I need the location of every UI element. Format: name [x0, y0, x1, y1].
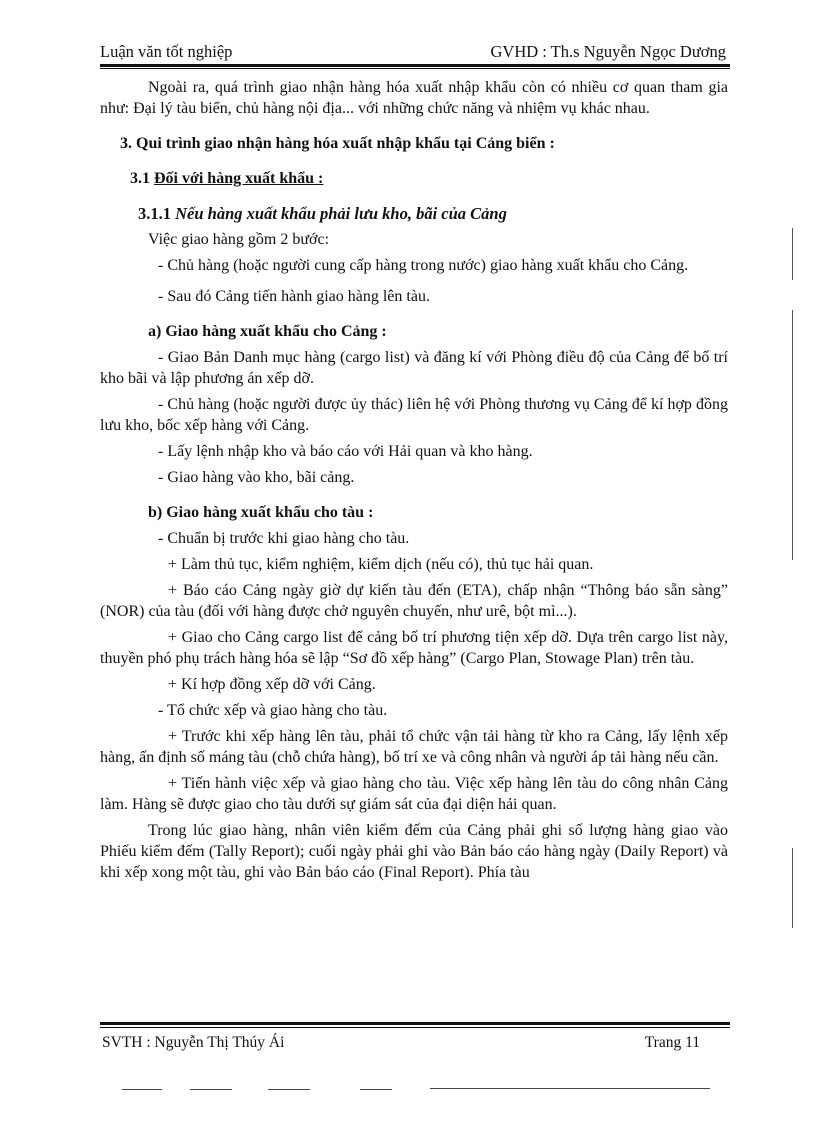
header-rule	[100, 64, 730, 67]
scan-bottom-line	[122, 1089, 162, 1090]
intro-paragraph: Ngoài ra, quá trình giao nhận hàng hóa xuất nhập khẩu còn có nhiều cơ quan tham gia như: Đại lý tàu biển, chủ hàng nội địa... với những chức năng và nhiệm vụ khác nhau.	[100, 79, 728, 117]
section-3-1-1-heading	[138, 203, 728, 224]
page-header	[100, 40, 726, 64]
list-item-b1-4: + Kí hợp đồng xếp dỡ với Cảng.	[168, 676, 376, 693]
list-item-b2-1: + Trước khi xếp hàng lên tàu, phải tổ chức vận tải hàng từ kho ra Cảng, lấy lệnh xếp hàng, ấn định số máng tàu (chỗ chứa hàng), bố trí xe và công nhân và người áp tải hàng nếu cần.	[100, 728, 728, 766]
scan-bottom-line	[268, 1089, 310, 1090]
list-item-b1: - Chuẩn bị trước khi giao hàng cho tàu.	[158, 530, 410, 547]
list-item-a4: - Giao hàng vào kho, bãi cảng.	[158, 469, 355, 486]
footer-page-number: Trang 11	[644, 1034, 700, 1051]
scan-bottom-line	[190, 1089, 232, 1090]
section-3-heading: 3. Qui trình giao nhận hàng hóa xuất nhập khẩu tại Cảng biển :	[120, 135, 555, 152]
footer-rule-thin	[100, 1027, 730, 1028]
step-1: - Chủ hàng (hoặc người cung cấp hàng trong nước) giao hàng xuất khẩu cho Cảng.	[158, 257, 689, 274]
list-item-b1-2: + Báo cáo Cảng ngày giờ dự kiến tàu đến (ETA), chấp nhận “Thông báo sẵn sàng” (NOR) của tàu (đối với hàng được chở nguyên chuyến, như urê, bột mì...).	[100, 582, 728, 620]
section-3-1-number: 3.1	[130, 170, 150, 187]
section-3-1-1-number: 3.1.1	[138, 204, 171, 223]
steps-intro: Việc giao hàng gồm 2 bước:	[148, 231, 330, 248]
scan-margin-mark	[792, 228, 793, 280]
list-item-b2: - Tổ chức xếp và giao hàng cho tàu.	[158, 702, 388, 719]
closing-paragraph: Trong lúc giao hàng, nhân viên kiểm đếm của Cảng phải ghi số lượng hàng giao vào Phiếu kiểm đếm (Tally Report); cuối ngày phải ghi vào Bản báo cáo hàng ngày (Daily Report) và khi xếp xong một tàu, ghi vào Bản báo cáo (Final Report). Phía tàu	[100, 822, 728, 881]
scan-margin-mark	[792, 310, 793, 560]
footer-student: SVTH : Nguyễn Thị Thúy Ái	[102, 1034, 285, 1051]
list-item-a2: - Chủ hàng (hoặc người được ủy thác) liên hệ với Phòng thương vụ Cảng để kí hợp đồng lưu kho, bốc xếp hàng với Cảng.	[100, 396, 728, 434]
section-3-1-heading	[130, 168, 728, 189]
subsection-a-heading: a) Giao hàng xuất khẩu cho Cảng :	[148, 323, 387, 340]
section-3-1-title: Đối với hàng xuất khẩu :	[154, 170, 324, 187]
list-item-b1-1: + Làm thủ tục, kiểm nghiệm, kiểm dịch (nếu có), thủ tục hải quan.	[168, 556, 594, 573]
section-3-1-1-title: Nếu hàng xuất khẩu phải lưu kho, bãi của Cảng	[175, 204, 507, 223]
subsection-b-heading: b) Giao hàng xuất khẩu cho tàu :	[148, 504, 374, 521]
step-2: - Sau đó Cảng tiến hành giao hàng lên tàu.	[158, 288, 430, 305]
page-body	[100, 72, 728, 883]
list-item-b2-2: + Tiến hành việc xếp và giao hàng cho tàu. Việc xếp hàng lên tàu do công nhân Cảng làm. Hàng sẽ được giao cho tàu dưới sự giám sát của đại diện hải quan.	[100, 775, 728, 813]
header-advisor: GVHD : Th.s Nguyễn Ngọc Dương	[490, 42, 726, 61]
scan-bottom-line	[360, 1089, 392, 1090]
list-item-a3: - Lấy lệnh nhập kho và báo cáo với Hải quan và kho hàng.	[158, 443, 533, 460]
header-thesis-label: Luận văn tốt nghiệp	[100, 42, 233, 61]
scan-margin-mark	[792, 848, 793, 928]
footer-rule	[100, 1022, 730, 1025]
header-rule-thin	[100, 68, 730, 69]
list-item-b1-3: + Giao cho Cảng cargo list để cảng bố trí phương tiện xếp dỡ. Dựa trên cargo list này, thuyền phó phụ trách hàng hóa sẽ lập “Sơ đồ xếp hàng” (Cargo Plan, Stowage Plan) trên tàu.	[100, 629, 728, 667]
list-item-a1: - Giao Bản Danh mục hàng (cargo list) và đăng kí với Phòng điều độ của Cảng để bố trí kho bãi và lập phương án xếp dỡ.	[100, 349, 728, 387]
scan-bottom-line	[430, 1088, 710, 1089]
